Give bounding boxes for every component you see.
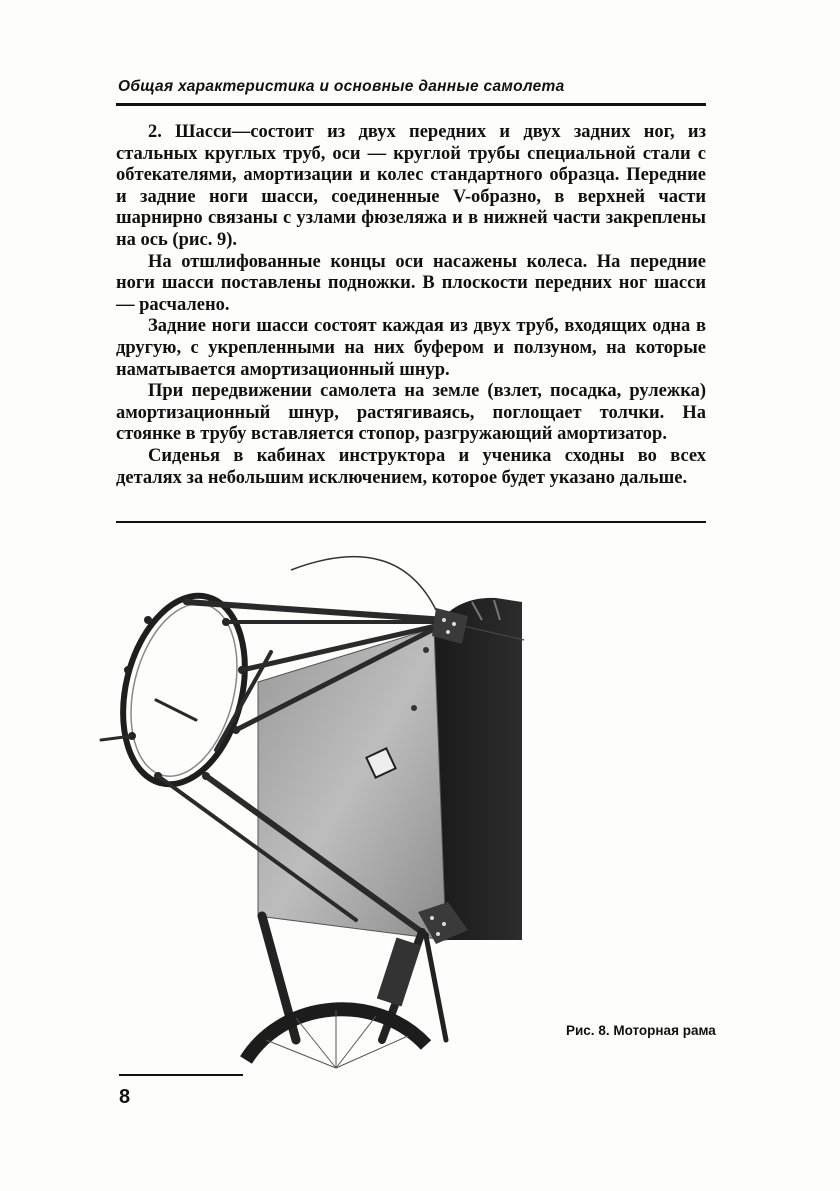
paragraph-seats: Сиденья в кабинах инструктора и ученика сходны во всех деталях за небольшим исключением, которое будет указано дальше. <box>116 445 706 488</box>
firewall-panel <box>258 628 446 940</box>
running-header: Общая характеристика и основные данные самолета <box>118 78 565 95</box>
paragraph-rear-legs: Задние ноги шасси состоят каждая из двух труб, входящих одна в другую, с укрепленными на них буфером и ползуном, на которые наматывается амортизационный шнур. <box>116 316 706 380</box>
section-rule <box>116 521 706 523</box>
body-text <box>116 122 706 489</box>
windscreen-arc <box>291 557 436 610</box>
fuselage-side <box>434 598 522 940</box>
paragraph-shock-absorber: При передвижении самолета на земле (взлет, посадка, рулежка) амортизационный шнур, растягиваясь, поглощает толчки. На стоянке в трубу вставляется стопор, разгружающий амортизатор. <box>116 381 706 445</box>
footer-rule <box>119 1074 243 1076</box>
paragraph-wheels: На отшлифованные концы оси насажены колеса. На передние ноги шасси поставлены подножки. В плоскости передних ног шасси — расчалено. <box>116 251 706 315</box>
figure-caption: Рис. 8. Моторная рама <box>566 1023 716 1038</box>
paragraph-chassis: 2. Шасси—состоит из двух передних и двух задних ног, из стальных круглых труб, оси — круглой трубы специальной стали с обтекателями, амортизации и колес стандартного образца. Передние и задние ноги шасси, соединенные V-образно, в верхней части шарнирно связаны с узлами фюзеляжа и в нижней части закреплены на ось (рис. 9). <box>116 122 706 250</box>
page-number: 8 <box>119 1086 131 1108</box>
engine-mount-ring <box>104 583 263 797</box>
header-rule <box>116 103 706 106</box>
engine-mount-photo <box>96 540 536 1070</box>
